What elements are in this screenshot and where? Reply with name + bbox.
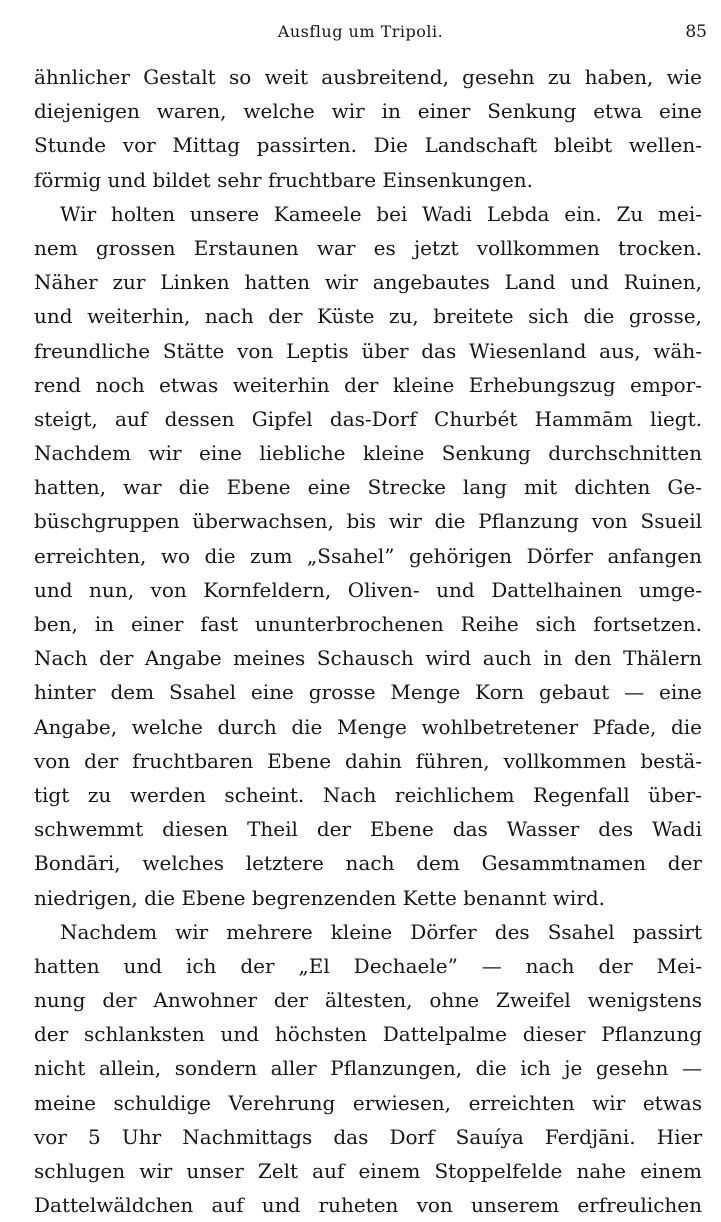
text-line: büschgruppen überwachsen, bis wir die Pflanzung von Ssueil [34,509,702,534]
text-line: Angabe, welche durch die Menge wohlbetretener Pfade, die [34,714,702,739]
page-number: 85 [685,22,707,42]
text-line: erreichten, wo die zum „Ssahel” gehörigen Dörfer anfangen [34,543,702,568]
text-line: diejenigen waren, welche wir in einer Senkung etwa eine [34,99,702,124]
text-line: nem grossen Erstaunen war es jetzt vollkommen trocken. [34,235,702,260]
text-line: von der fruchtbaren Ebene dahin führen, vollkommen bestä- [34,748,702,773]
text-line: hatten, war die Ebene eine Strecke lang mit dichten Ge- [34,475,702,500]
text-line: Nach der Angabe meines Schausch wird auch in den Thälern [34,646,702,671]
text-line: Nachdem wir eine liebliche kleine Senkung durchschnitten [34,441,702,466]
body-text [34,60,702,1222]
text-line: hatten und ich der „El Dechaele” — nach der Mei- [34,953,702,978]
text-line: Bondāri, welches letztere nach dem Gesammtnamen der [34,851,702,876]
text-line: rend noch etwas weiterhin der kleine Erhebungszug empor- [34,372,702,397]
text-line: niedrigen, die Ebene begrenzenden Kette benannt wird. [34,885,606,910]
text-line: Stunde vor Mittag passirten. Die Landschaft bleibt wellen- [34,133,702,158]
text-line: vor 5 Uhr Nachmittags das Dorf Sauíya Ferdjāni. Hier [34,1124,702,1149]
text-line: ben, in einer fast ununterbrochenen Reihe sich fortsetzen. [34,612,702,636]
text-line: Nachdem wir mehrere kleine Dörfer des Ssahel passirt [60,919,702,944]
text-line: schlugen wir unser Zelt auf einem Stoppelfelde nahe einem [34,1159,702,1183]
text-line: und weiterhin, nach der Küste zu, breitete sich die grosse, [34,304,702,329]
text-line: nung der Anwohner der ältesten, ohne Zweifel wenigstens [34,988,702,1013]
text-line: ähnlicher Gestalt so weit ausbreitend, gesehn zu haben, wie [34,65,702,89]
text-line: nicht allein, sondern aller Pflanzungen, die ich je gesehn — [34,1056,702,1081]
running-title: Ausflug um Tripoli. [277,22,444,41]
text-line: freundliche Stätte von Leptis über das Wiesenland aus, wäh- [34,338,702,363]
text-line: und nun, von Kornfeldern, Oliven- und Dattelhainen umge- [34,577,702,602]
text-line: der schlanksten und höchsten Dattelpalme dieser Pflanzung [34,1022,702,1047]
text-line: schwemmt diesen Theil der Ebene das Wasser des Wadi [34,817,702,842]
text-line: Näher zur Linken hatten wir angebautes Land und Ruinen, [34,270,702,295]
text-line: tigt zu werden scheint. Nach reichlichem Regenfall über- [34,782,702,807]
text-line: hinter dem Ssahel eine grosse Menge Korn gebaut — eine [34,680,702,705]
page-header [0,18,721,48]
text-line: meine schuldige Verehrung erwiesen, erreichten wir etwas [34,1090,702,1115]
text-line: steigt, auf dessen Gipfel das-Dorf Churbét Hammām liegt. [34,406,702,431]
text-line: Dattelwäldchen auf und ruheten von unserem erfreulichen [34,1193,702,1218]
text-line: förmig und bildet sehr fruchtbare Einsenkungen. [34,167,534,192]
text-line: Wir holten unsere Kameele bei Wadi Lebda ein. Zu mei- [60,201,702,226]
